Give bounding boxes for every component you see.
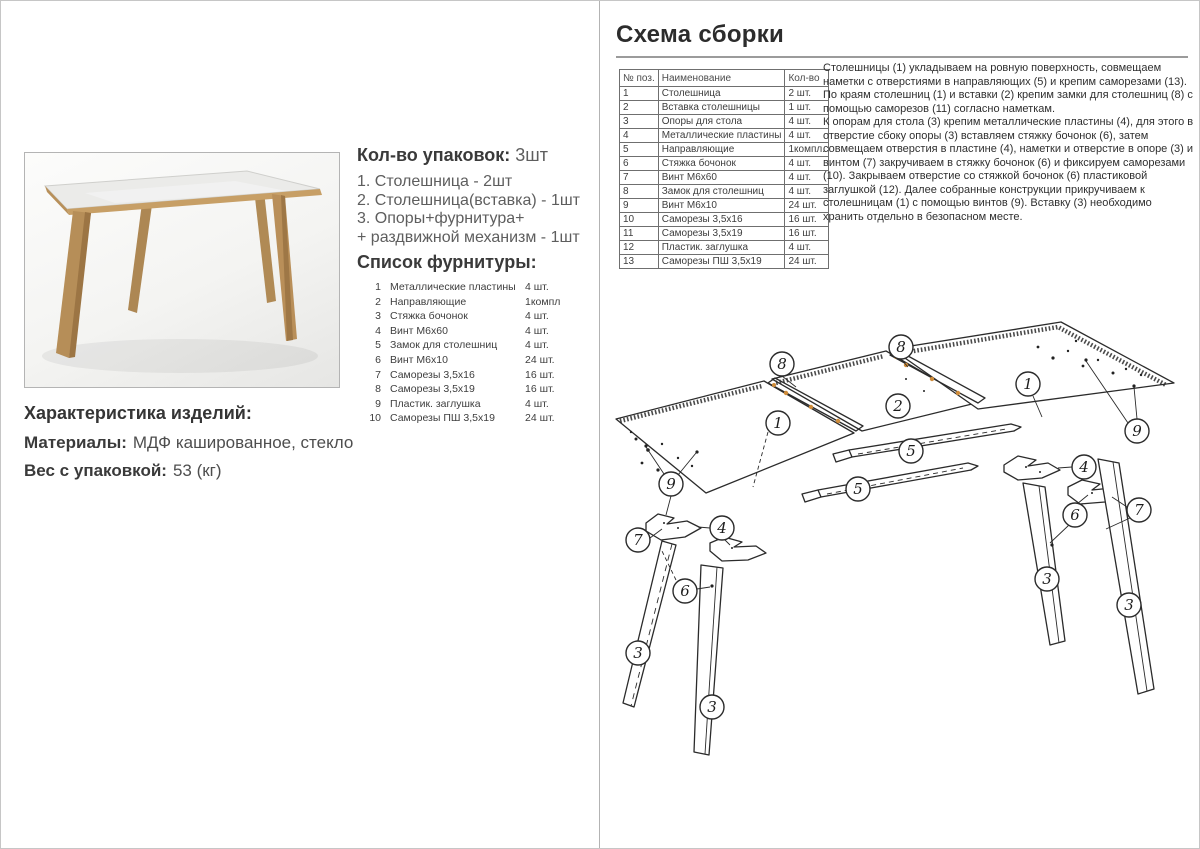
cell-pos: 10 (620, 213, 659, 227)
table-leg (1023, 483, 1065, 645)
hardware-item (365, 325, 565, 340)
guide-rail-lower (802, 463, 978, 502)
svg-text:5: 5 (906, 442, 916, 460)
cell-qty: 4 шт. (785, 129, 829, 143)
packages-block (357, 145, 595, 247)
callout-tabletop-lock (889, 335, 913, 359)
svg-text:4: 4 (1079, 458, 1089, 476)
table-leg (623, 541, 676, 707)
packages-value: 3шт (515, 145, 548, 165)
hardware-list (365, 281, 565, 427)
table-row (620, 255, 829, 269)
cell-name: Вставка столешницы (658, 101, 785, 115)
instructions-paragraph-1: Столешницы (1) укладываем на ровную поверхность, совмещаем наметки с отверстиями в направляющих (5) и крепим саморезами (13). По краям столешниц (1) и вставки (2) крепим замки для столешниц (8) с помощью саморезов (11) согласно наметкам. (823, 62, 1193, 115)
cell-pos: 5 (620, 143, 659, 157)
cell-pos: 11 (620, 227, 659, 241)
callout-leg (700, 695, 724, 719)
svg-text:1: 1 (773, 414, 783, 432)
cell-qty: 4 шт. (785, 115, 829, 129)
characteristics-block (24, 403, 353, 489)
parts-table-header-row (620, 70, 829, 87)
cell-qty: 2 шт. (785, 87, 829, 101)
package-line: 2. Столешница(вставка) - 1шт (357, 191, 580, 209)
cell-qty: 4 шт. (785, 171, 829, 185)
hardware-item-name: Металлические пластины (390, 281, 516, 293)
cell-pos: 6 (620, 157, 659, 171)
table-row (620, 171, 829, 185)
hardware-item-name: Стяжка бочонок (390, 310, 468, 323)
table-row (620, 185, 829, 199)
cell-name: Винт М6х10 (658, 199, 785, 213)
cell-pos: 9 (620, 199, 659, 213)
callout-plate (710, 516, 734, 540)
hardware-item-name: Направляющие (390, 295, 467, 308)
cell-pos: 13 (620, 255, 659, 269)
table-row (620, 213, 829, 227)
callout-leg (626, 641, 650, 665)
metal-plate (710, 537, 766, 561)
product-photo (24, 152, 340, 388)
table-row (620, 87, 829, 101)
table-photo-drawing (25, 153, 337, 385)
svg-text:9: 9 (666, 475, 676, 493)
table-rear-right-leg (254, 189, 276, 303)
hardware-item-qty: 4 шт. (525, 324, 549, 337)
callout-guide-rail (899, 439, 923, 463)
table-leg (694, 565, 723, 755)
hardware-item (365, 383, 565, 398)
callout-plate (1072, 455, 1096, 479)
cell-name: Стяжка бочонок (658, 157, 785, 171)
package-line: + раздвижной механизм - 1шт (357, 228, 580, 246)
hardware-item-qty: 16 шт. (525, 383, 555, 396)
screw-mark (956, 391, 960, 395)
hardware-item-number: 3 (375, 310, 381, 323)
hardware-item-qty: 24 шт. (525, 353, 555, 366)
table-row (620, 101, 829, 115)
materials-line (24, 433, 353, 453)
svg-text:3: 3 (707, 698, 717, 716)
weight-value: 53 (кг) (172, 461, 222, 480)
table-row (620, 143, 829, 157)
cell-qty: 24 шт. (785, 255, 829, 269)
metal-plate (646, 514, 701, 540)
hardware-item-name: Винт М6х60 (390, 324, 448, 337)
hardware-item-number: 4 (375, 324, 381, 337)
callout-tabletop (766, 411, 790, 435)
hardware-item-name: Винт М6х10 (390, 353, 448, 366)
cell-qty: 4 шт. (785, 185, 829, 199)
hardware-item (365, 369, 565, 384)
table-row (620, 115, 829, 129)
hardware-item-number: 7 (375, 368, 381, 381)
svg-text:3: 3 (1042, 570, 1052, 588)
hardware-item-number: 10 (369, 412, 381, 425)
svg-text:3: 3 (1124, 596, 1134, 614)
cell-name: Замок для столешниц (658, 185, 785, 199)
hardware-item-qty: 24 шт. (525, 412, 555, 425)
callout-screw-m6x10 (659, 472, 683, 496)
hardware-item-number: 5 (375, 339, 381, 352)
hardware-item-number: 2 (375, 295, 381, 308)
hardware-item-name: Саморезы ПШ 3,5х19 (390, 412, 495, 425)
header-pos: № поз. (620, 70, 659, 87)
cell-pos: 8 (620, 185, 659, 199)
cell-qty: 4 шт. (785, 157, 829, 171)
hardware-item (365, 296, 565, 311)
hardware-item-qty: 4 шт. (525, 339, 549, 352)
weight-label: Вес с упаковкой: (24, 461, 167, 480)
characteristics-title: Характеристика изделий: (24, 403, 252, 423)
cell-name: Винт М6х60 (658, 171, 785, 185)
hardware-item-number: 8 (375, 383, 381, 396)
callout-screw-m6x10 (1125, 419, 1149, 443)
screw-mark (836, 419, 840, 423)
callout-barrel-nut (1063, 503, 1087, 527)
hardware-item-name: Саморезы 3,5х16 (390, 368, 475, 381)
screw-mark (930, 377, 934, 381)
cell-pos: 4 (620, 129, 659, 143)
table-row (620, 129, 829, 143)
hardware-item (365, 412, 565, 427)
assembly-instructions-text (823, 62, 1195, 224)
hardware-item-name: Саморезы 3,5х19 (390, 383, 475, 396)
hardware-item (365, 339, 565, 354)
table-row (620, 227, 829, 241)
materials-label: Материалы: (24, 433, 127, 452)
svg-text:7: 7 (633, 531, 643, 549)
hardware-item-name: Пластик. заглушка (390, 397, 481, 410)
table-leg (1098, 459, 1154, 694)
hardware-item-name: Замок для столешниц (390, 339, 498, 352)
title-rule (616, 56, 1188, 58)
table-row (620, 199, 829, 213)
cell-name: Саморезы ПШ 3,5х19 (658, 255, 785, 269)
packages-title (357, 145, 595, 166)
callout-leg (1035, 567, 1059, 591)
callout-guide-rail (846, 477, 870, 501)
hardware-item-qty: 4 шт. (525, 310, 549, 323)
svg-text:8: 8 (777, 355, 787, 373)
svg-text:6: 6 (1070, 506, 1080, 524)
cell-name: Столешница (658, 87, 785, 101)
header-qty: Кол-во (785, 70, 829, 87)
cell-name: Саморезы 3,5х19 (658, 227, 785, 241)
table-row (620, 241, 829, 255)
packages-label: Кол-во упаковок: (357, 145, 511, 165)
hardware-item (365, 398, 565, 413)
callout-bolt-m6x60 (626, 528, 650, 552)
cell-pos: 2 (620, 101, 659, 115)
hardware-item-number: 6 (375, 353, 381, 366)
cell-qty: 1компл. (785, 143, 829, 157)
cell-name: Пластик. заглушка (658, 241, 785, 255)
svg-text:9: 9 (1132, 422, 1142, 440)
cell-pos: 1 (620, 87, 659, 101)
cell-qty: 16 шт. (785, 227, 829, 241)
hardware-item-qty: 16 шт. (525, 368, 555, 381)
hardware-item-number: 9 (375, 397, 381, 410)
exploded-assembly-diagram (606, 317, 1198, 822)
header-name: Наименование (658, 70, 785, 87)
svg-text:1: 1 (1023, 375, 1033, 393)
weight-line (24, 461, 353, 481)
table-rear-left-leg (128, 203, 152, 313)
svg-text:4: 4 (717, 519, 727, 537)
svg-text:3: 3 (633, 644, 643, 662)
svg-text:7: 7 (1134, 501, 1144, 519)
svg-text:2: 2 (893, 397, 903, 415)
screw-mark (772, 383, 776, 387)
table-shadow (42, 339, 318, 373)
hardware-item (365, 281, 565, 296)
hardware-item-qty: 4 шт. (525, 281, 549, 293)
table-row (620, 157, 829, 171)
callout-barrel-nut (673, 579, 697, 603)
callout-bolt-m6x60 (1127, 498, 1151, 522)
cell-pos: 12 (620, 241, 659, 255)
hardware-item-qty: 4 шт. (525, 397, 549, 410)
cell-qty: 1 шт. (785, 101, 829, 115)
callout-tabletop-lock (770, 352, 794, 376)
callout-leg (1117, 593, 1141, 617)
page-title: Схема сборки (616, 21, 785, 48)
metal-plate (1004, 456, 1060, 480)
materials-value: МДФ кашированное, стекло (132, 433, 354, 452)
cell-qty: 24 шт. (785, 199, 829, 213)
svg-text:6: 6 (680, 582, 690, 600)
svg-text:8: 8 (896, 338, 906, 356)
screw-mark (784, 391, 788, 395)
callout-insert (886, 394, 910, 418)
cell-name: Металлические пластины (658, 129, 785, 143)
hardware-item (365, 354, 565, 369)
instructions-paragraph-2: К опорам для стола (3) крепим металлические пластины (4), для этого в отверстие сбоку опоры (3) вставляем стяжку бочонок (6), затем совмещаем отверстия в пластине (4), наметки и отверстие в опоре (3) и винтом (7) закручиваем в стяжку бочонок (6) и фиксируем саморезами (10). Закрываем отверстие со стяжкой бочонок (6) пластиковой заглушкой (12). Далее собранные конструкции прикручиваем к столешницам (1) с помощью винтов (9). Вставку (3) необходимо хранить отдельно в безопасном месте. (823, 116, 1194, 223)
cell-pos: 3 (620, 115, 659, 129)
cell-qty: 4 шт. (785, 241, 829, 255)
cell-qty: 16 шт. (785, 213, 829, 227)
hardware-item-number: 1 (375, 281, 381, 293)
hardware-item (365, 310, 565, 325)
package-line: 3. Опоры+фурнитура+ (357, 210, 525, 227)
cell-name: Направляющие (658, 143, 785, 157)
hardware-list-title: Список фурнитуры: (357, 252, 537, 272)
cell-pos: 7 (620, 171, 659, 185)
screw-mark (809, 405, 813, 409)
cell-name: Саморезы 3,5х16 (658, 213, 785, 227)
cell-name: Опоры для стола (658, 115, 785, 129)
hardware-item-qty: 1компл (525, 295, 561, 308)
svg-text:5: 5 (853, 480, 863, 498)
callout-tabletop (1016, 372, 1040, 396)
package-line: 1. Столешница - 2шт (357, 173, 513, 190)
column-divider (599, 1, 600, 848)
parts-table (619, 69, 829, 269)
